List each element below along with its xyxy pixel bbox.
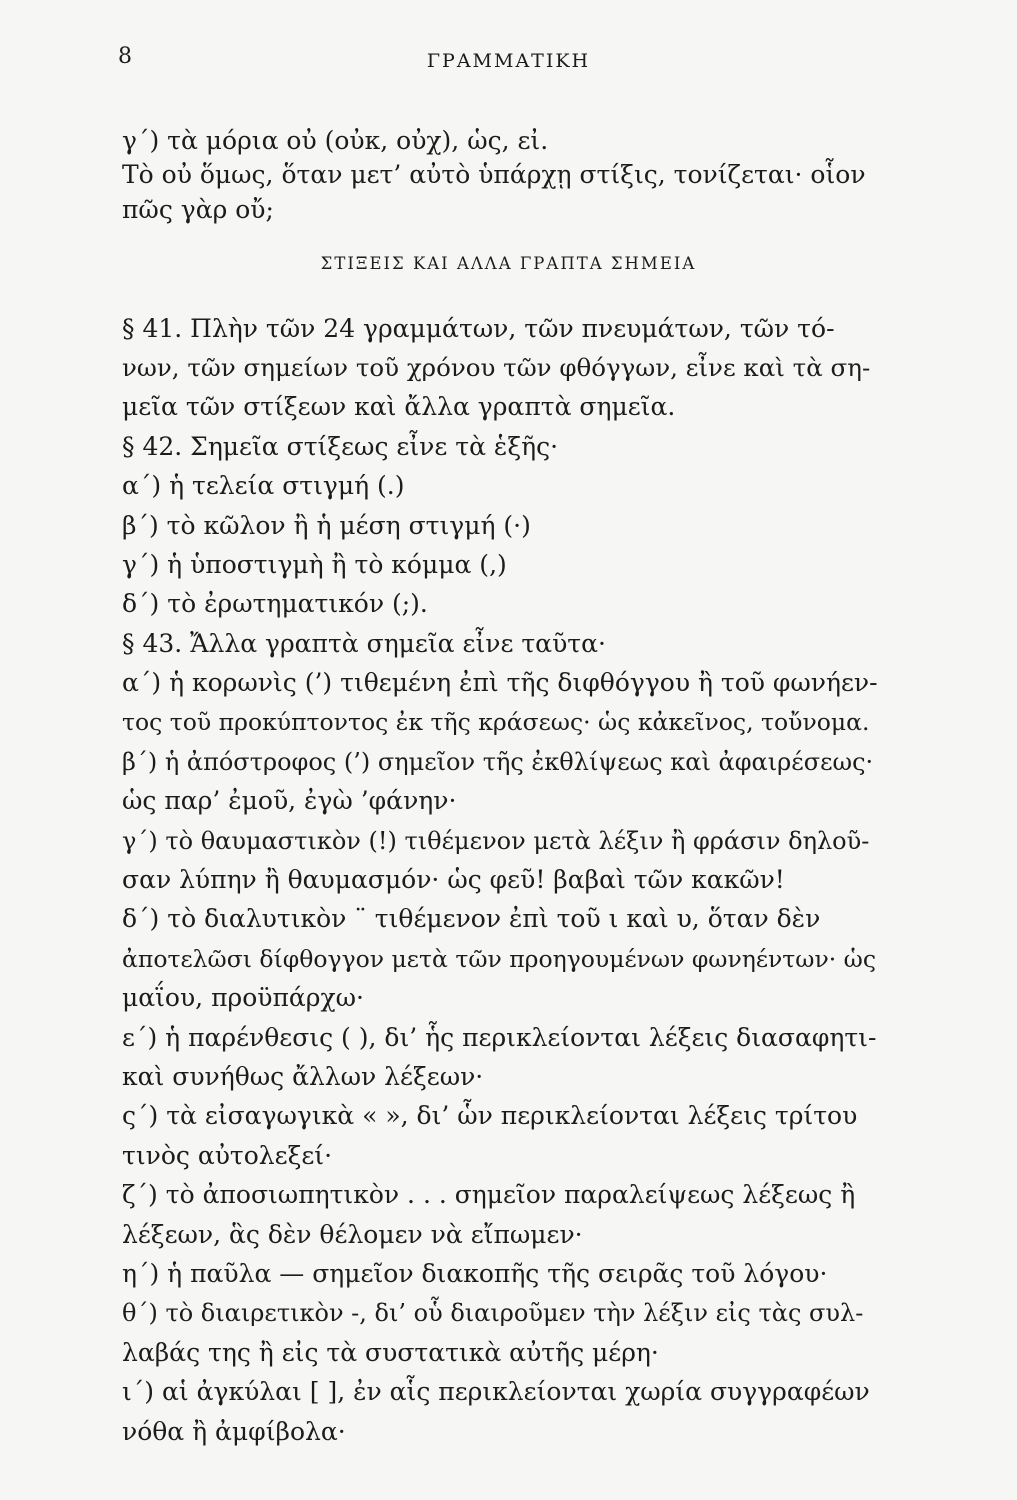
text-line: Τὸ οὐ ὅμως, ὅταν μετ’ αὐτὸ ὑπάρχῃ στίξις, τονίζεται· οἷον [122, 160, 866, 189]
running-title: ΓΡΑΜΜΑΤΙΚΗ [426, 50, 591, 72]
text-line: τινὸς αὐτολεξεί· [122, 1141, 333, 1170]
text-line: πῶς γὰρ οὔ; [122, 195, 274, 224]
page-number: 8 [118, 44, 132, 69]
list-item: η΄) ἡ παῦλα — σημεῖον διακοπῆς τῆς σειρᾶς τοῦ λόγου· [122, 1259, 828, 1288]
text-line: καὶ συνήθως ἄλλων λέξεων· [122, 1062, 484, 1091]
text-line: σαν λύπην ἢ θαυμασμόν· ὡς φεῦ! βαβαὶ τῶν κακῶν! [122, 865, 785, 894]
list-item: α΄) ἡ κορωνὶς (’) τιθεμένη ἐπὶ τῆς διφθόγγου ἢ τοῦ φωνήεν- [122, 668, 878, 697]
paragraph-42-line: § 42. Σημεῖα στίξεως εἶνε τὰ ἑξῆς· [122, 432, 559, 461]
list-item: δ΄) τὸ ἐρωτηματικόν (;). [122, 589, 428, 618]
paragraph-41-line: νων, τῶν σημείων τοῦ χρόνου τῶν φθόγγων, εἶνε καὶ τὰ ση- [122, 353, 871, 382]
text-line: νόθα ἢ ἀμφίβολα· [122, 1417, 346, 1446]
list-item: γ΄) τὸ θαυμαστικὸν (!) τιθέμενον μετὰ λέξιν ἢ φράσιν δηλοῦ- [122, 827, 870, 855]
paragraph-43-line: § 43. Ἄλλα γραπτὰ σημεῖα εἶνε ταῦτα· [122, 629, 606, 658]
list-item: α΄) ἡ τελεία στιγμή (.) [122, 471, 405, 500]
list-item: γ΄) ἡ ὑποστιγμὴ ἢ τὸ κόμμα (,) [122, 550, 507, 579]
list-item: β΄) τὸ κῶλον ἢ ἡ μέση στιγμή (·) [122, 511, 531, 540]
paragraph-41-line: § 41. Πλὴν τῶν 24 γραμμάτων, τῶν πνευμάτων, τῶν τό- [122, 314, 835, 343]
list-item: ε΄) ἡ παρένθεσις ( ), δι’ ἧς περικλείονται λέξεις διασαφητι- [122, 1023, 877, 1052]
list-item: ζ΄) τὸ ἀποσιωπητικὸν . . . σημεῖον παραλείψεως λέξεως ἢ [122, 1180, 856, 1209]
text-line: μαΐου, προϋπάρχω· [122, 983, 364, 1012]
paragraph-41-line: μεῖα τῶν στίξεων καὶ ἄλλα γραπτὰ σημεῖα. [122, 392, 676, 421]
text-line: γ΄) τὰ μόρια οὐ (οὐκ, οὐχ), ὡς, εἰ. [122, 126, 549, 155]
text-line: τος τοῦ προκύπτοντος ἐκ τῆς κράσεως· ὡς κἀκεῖνος, τοὔνομα. [122, 708, 870, 736]
list-item: ι΄) αἱ ἀγκύλαι [ ], ἐν αἷς περικλείονται χωρία συγγραφέων [122, 1377, 870, 1406]
list-item: ς΄) τὰ εἰσαγωγικὰ « », δι’ ὧν περικλείονται λέξεις τρίτου [122, 1101, 858, 1130]
text-line: λέξεων, ἃς δὲν θέλομεν νὰ εἴπωμεν· [122, 1220, 583, 1249]
text-line: ὡς παρ’ ἐμοῦ, ἐγὼ ’φάνην· [122, 786, 457, 815]
section-subheading: ΣΤΙΞΕΙΣ ΚΑΙ ΑΛΛΑ ΓΡΑΠΤΑ ΣΗΜΕΙΑ [320, 254, 697, 273]
text-line: λαβάς της ἢ εἰς τὰ συστατικὰ αὐτῆς μέρη· [122, 1338, 659, 1367]
list-item: δ΄) τὸ διαλυτικὸν ¨ τιθέμενον ἐπὶ τοῦ ι καὶ υ, ὅταν δὲν [122, 904, 821, 933]
list-item: θ΄) τὸ διαιρετικὸν -, δι’ οὗ διαιροῦμεν τὴν λέξιν εἰς τὰς συλ- [122, 1299, 864, 1327]
text-line: ἀποτελῶσι δίφθογγον μετὰ τῶν προηγουμένων φωνηέντων· ὡς [122, 945, 877, 973]
list-item: β΄) ἡ ἀπόστροφος (’) σημεῖον τῆς ἐκθλίψεως καὶ ἀφαιρέσεως· [122, 748, 874, 776]
